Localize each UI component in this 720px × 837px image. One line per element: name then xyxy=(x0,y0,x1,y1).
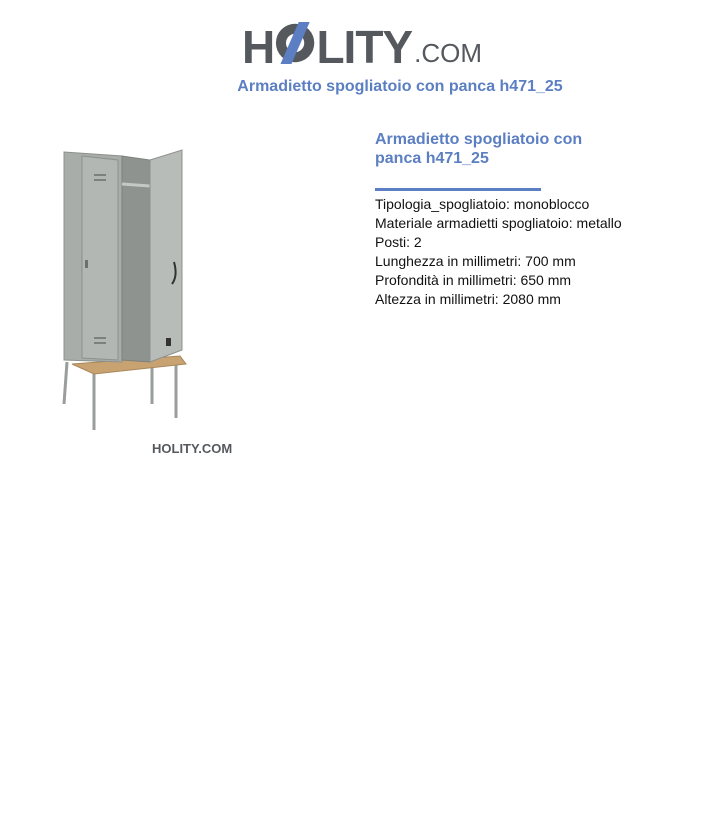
spec-item: Lunghezza in millimetri: 700 mm xyxy=(375,253,576,269)
logo-text-com: .COM xyxy=(414,38,482,68)
spec-item: Posti: 2 xyxy=(375,234,422,250)
spec-item: Profondità in millimetri: 650 mm xyxy=(375,272,572,288)
product-title: Armadietto spogliatoio con panca h471_25 xyxy=(375,131,583,167)
locker-left-door xyxy=(82,156,118,360)
product-image[interactable] xyxy=(52,142,252,462)
spec-item: Materiale armadietti spogliatoio: metallo xyxy=(375,215,622,231)
brand-logo[interactable] xyxy=(242,10,482,73)
product-info xyxy=(375,130,705,309)
spec-list xyxy=(375,195,705,309)
spec-item: Tipologia_spogliatoio: monoblocco xyxy=(375,196,590,212)
logo-o-icon xyxy=(275,18,315,68)
title-divider xyxy=(375,188,541,191)
page-title: Armadietto spogliatoio con panca h471_25 xyxy=(237,78,563,95)
logo-text-h: H xyxy=(242,21,275,73)
spec-item: Altezza in millimetri: 2080 mm xyxy=(375,291,561,307)
locker-right-door xyxy=(150,150,182,362)
bench-legs xyxy=(64,362,176,430)
logo-text-lity: LITY xyxy=(316,21,413,73)
image-watermark: HOLITY.COM xyxy=(152,441,233,456)
